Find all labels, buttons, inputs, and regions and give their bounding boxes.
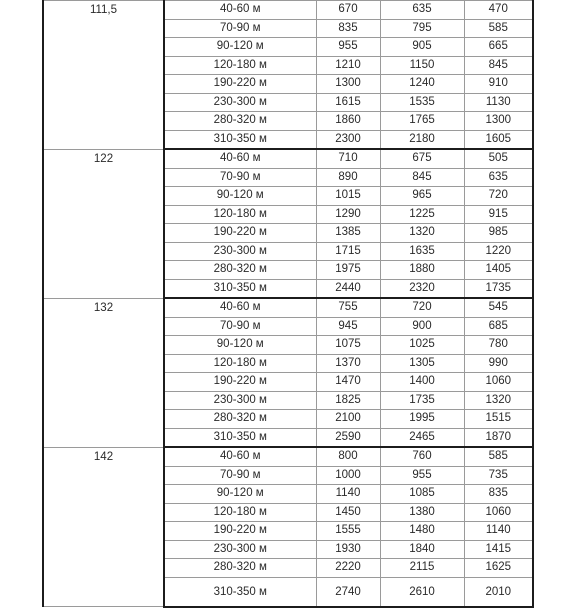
price-cell: 1300 — [316, 75, 380, 94]
price-cell: 1635 — [380, 242, 464, 261]
size-cell: 111,5 — [43, 1, 164, 150]
distance-cell: 90-120 м — [164, 38, 316, 57]
price-cell: 1715 — [316, 242, 380, 261]
price-cell: 1870 — [464, 428, 533, 447]
price-cell: 720 — [464, 187, 533, 206]
price-cell: 1225 — [380, 205, 464, 224]
distance-cell: 230-300 м — [164, 540, 316, 559]
distance-cell: 70-90 м — [164, 317, 316, 336]
price-cell: 2590 — [316, 428, 380, 447]
price-cell: 2220 — [316, 559, 380, 578]
price-cell: 1075 — [316, 336, 380, 355]
price-cell: 1400 — [380, 373, 464, 392]
price-cell: 1290 — [316, 205, 380, 224]
price-cell: 1415 — [464, 540, 533, 559]
price-cell: 585 — [464, 19, 533, 38]
price-cell: 1370 — [316, 354, 380, 373]
price-cell: 2010 — [464, 577, 533, 607]
distance-cell: 90-120 м — [164, 336, 316, 355]
price-cell: 1765 — [380, 112, 464, 131]
distance-cell: 40-60 м — [164, 447, 316, 466]
price-cell: 835 — [464, 485, 533, 504]
price-cell: 845 — [380, 168, 464, 187]
distance-cell: 40-60 м — [164, 1, 316, 20]
price-cell: 1825 — [316, 391, 380, 410]
distance-cell: 120-180 м — [164, 354, 316, 373]
price-cell: 675 — [380, 149, 464, 168]
distance-cell: 190-220 м — [164, 75, 316, 94]
price-cell: 910 — [464, 75, 533, 94]
price-cell: 665 — [464, 38, 533, 57]
distance-cell: 310-350 м — [164, 577, 316, 607]
distance-cell: 70-90 м — [164, 168, 316, 187]
price-cell: 2610 — [380, 577, 464, 607]
price-cell: 1140 — [316, 485, 380, 504]
price-cell: 2115 — [380, 559, 464, 578]
price-cell: 585 — [464, 447, 533, 466]
price-cell: 2440 — [316, 279, 380, 298]
price-cell: 890 — [316, 168, 380, 187]
price-cell: 710 — [316, 149, 380, 168]
price-cell: 1840 — [380, 540, 464, 559]
distance-cell: 70-90 м — [164, 19, 316, 38]
price-cell: 915 — [464, 205, 533, 224]
size-cell: 132 — [43, 298, 164, 447]
distance-cell: 310-350 м — [164, 428, 316, 447]
price-cell: 670 — [316, 1, 380, 20]
price-cell: 760 — [380, 447, 464, 466]
distance-cell: 190-220 м — [164, 373, 316, 392]
price-cell: 1405 — [464, 261, 533, 280]
price-cell: 685 — [464, 317, 533, 336]
price-cell: 635 — [464, 168, 533, 187]
distance-cell: 280-320 м — [164, 112, 316, 131]
distance-cell: 190-220 м — [164, 224, 316, 243]
distance-cell: 40-60 м — [164, 298, 316, 317]
price-table-body — [43, 1, 533, 607]
size-cell: 142 — [43, 447, 164, 607]
size-cell: 122 — [43, 149, 164, 298]
price-cell: 1515 — [464, 410, 533, 429]
price-cell: 1140 — [464, 522, 533, 541]
distance-cell: 90-120 м — [164, 485, 316, 504]
price-cell: 800 — [316, 447, 380, 466]
distance-cell: 230-300 м — [164, 391, 316, 410]
distance-cell: 190-220 м — [164, 522, 316, 541]
price-cell: 1210 — [316, 56, 380, 75]
price-cell: 985 — [464, 224, 533, 243]
price-cell: 755 — [316, 298, 380, 317]
price-cell: 1480 — [380, 522, 464, 541]
price-cell: 1320 — [380, 224, 464, 243]
price-cell: 470 — [464, 1, 533, 20]
price-cell: 845 — [464, 56, 533, 75]
price-cell: 1470 — [316, 373, 380, 392]
price-cell: 1000 — [316, 466, 380, 485]
price-cell: 835 — [316, 19, 380, 38]
distance-cell: 280-320 м — [164, 261, 316, 280]
table-row — [43, 149, 533, 168]
table-row — [43, 298, 533, 317]
price-cell: 1300 — [464, 112, 533, 131]
price-cell: 1555 — [316, 522, 380, 541]
price-cell: 1240 — [380, 75, 464, 94]
price-cell: 1450 — [316, 503, 380, 522]
price-cell: 1975 — [316, 261, 380, 280]
distance-cell: 280-320 м — [164, 559, 316, 578]
price-cell: 1380 — [380, 503, 464, 522]
price-cell: 2300 — [316, 130, 380, 149]
distance-cell: 280-320 м — [164, 410, 316, 429]
price-cell: 635 — [380, 1, 464, 20]
price-cell: 1305 — [380, 354, 464, 373]
price-cell: 905 — [380, 38, 464, 57]
price-cell: 505 — [464, 149, 533, 168]
price-cell: 1860 — [316, 112, 380, 131]
price-cell: 1615 — [316, 93, 380, 112]
price-table — [42, 0, 534, 608]
price-cell: 2100 — [316, 410, 380, 429]
table-row — [43, 447, 533, 466]
price-cell: 1930 — [316, 540, 380, 559]
price-cell: 955 — [316, 38, 380, 57]
price-cell: 2180 — [380, 130, 464, 149]
price-cell: 1605 — [464, 130, 533, 149]
price-cell: 955 — [380, 466, 464, 485]
price-cell: 1130 — [464, 93, 533, 112]
price-cell: 2320 — [380, 279, 464, 298]
price-cell: 1535 — [380, 93, 464, 112]
price-cell: 2465 — [380, 428, 464, 447]
price-cell: 1880 — [380, 261, 464, 280]
price-cell: 545 — [464, 298, 533, 317]
distance-cell: 120-180 м — [164, 503, 316, 522]
price-cell: 1220 — [464, 242, 533, 261]
table-row — [43, 1, 533, 20]
price-cell: 2740 — [316, 577, 380, 607]
distance-cell: 120-180 м — [164, 205, 316, 224]
price-cell: 990 — [464, 354, 533, 373]
price-cell: 1385 — [316, 224, 380, 243]
price-cell: 1060 — [464, 373, 533, 392]
price-cell: 1625 — [464, 559, 533, 578]
price-cell: 1735 — [380, 391, 464, 410]
price-cell: 1060 — [464, 503, 533, 522]
price-cell: 780 — [464, 336, 533, 355]
distance-cell: 230-300 м — [164, 242, 316, 261]
price-cell: 720 — [380, 298, 464, 317]
distance-cell: 120-180 м — [164, 56, 316, 75]
price-cell: 900 — [380, 317, 464, 336]
price-cell: 945 — [316, 317, 380, 336]
price-cell: 1025 — [380, 336, 464, 355]
distance-cell: 310-350 м — [164, 130, 316, 149]
price-cell: 1995 — [380, 410, 464, 429]
distance-cell: 90-120 м — [164, 187, 316, 206]
price-cell: 1150 — [380, 56, 464, 75]
price-cell: 795 — [380, 19, 464, 38]
distance-cell: 230-300 м — [164, 93, 316, 112]
distance-cell: 40-60 м — [164, 149, 316, 168]
price-cell: 735 — [464, 466, 533, 485]
distance-cell: 70-90 м — [164, 466, 316, 485]
price-cell: 1015 — [316, 187, 380, 206]
price-cell: 1085 — [380, 485, 464, 504]
distance-cell: 310-350 м — [164, 279, 316, 298]
price-cell: 965 — [380, 187, 464, 206]
price-cell: 1320 — [464, 391, 533, 410]
price-cell: 1735 — [464, 279, 533, 298]
